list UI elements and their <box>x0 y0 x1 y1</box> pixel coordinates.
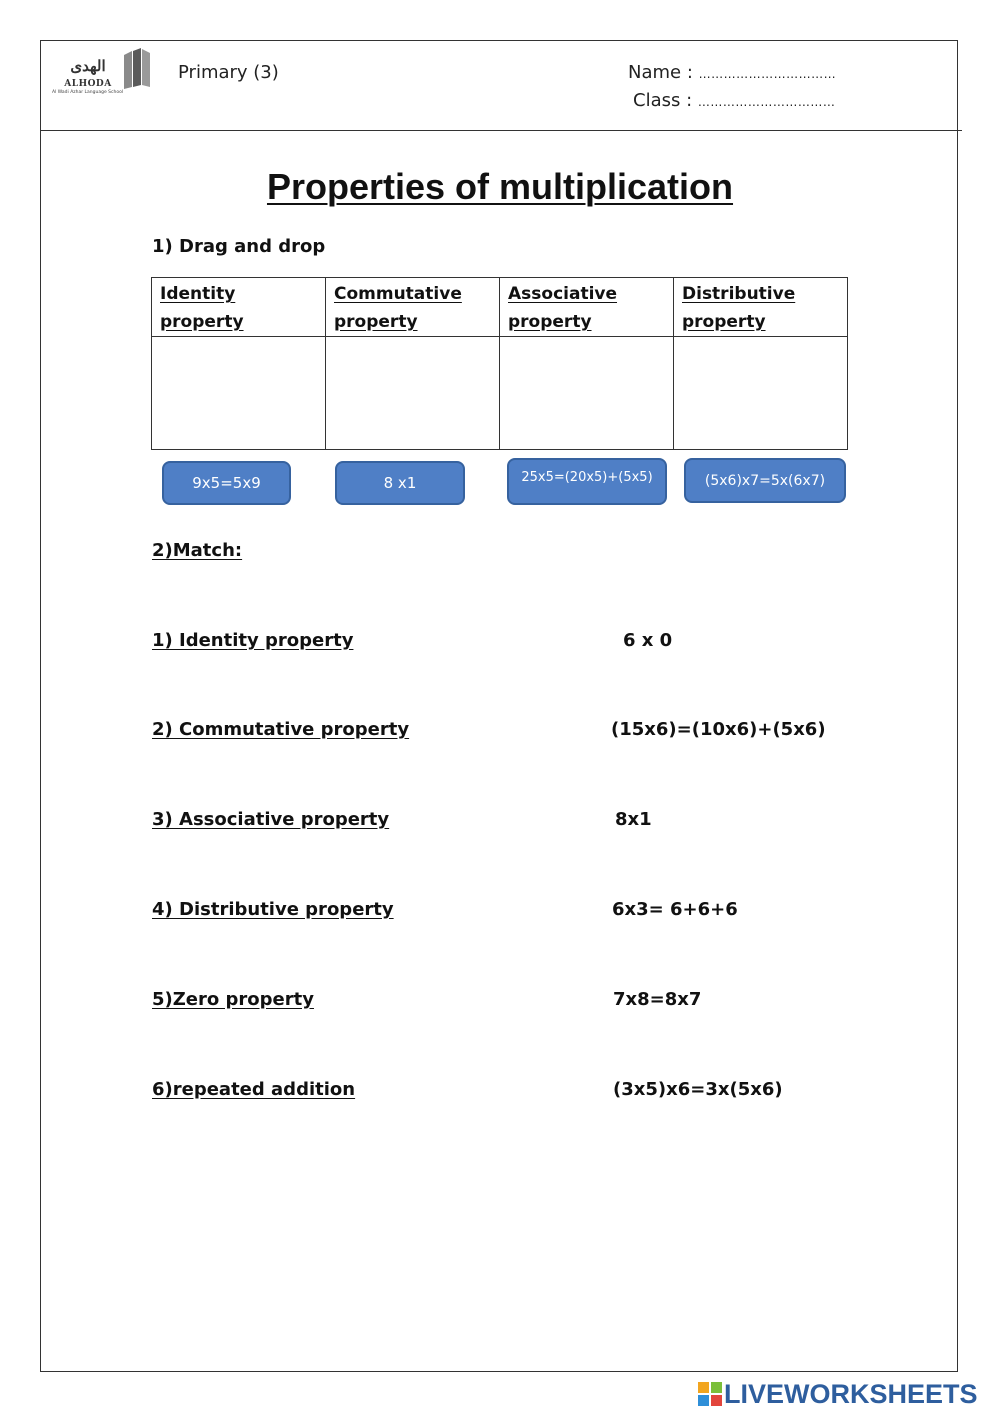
class-blank[interactable]: …………………………… <box>697 95 836 109</box>
drag-chip[interactable]: 25x5=(20x5)+(5x5) <box>507 458 667 505</box>
name-blank[interactable]: …………………………… <box>698 67 837 81</box>
drag-chip[interactable]: (5x6)x7=5x(6x7) <box>684 458 846 503</box>
match-expression[interactable]: 6x3= 6+6+6 <box>612 899 738 920</box>
name-field[interactable] <box>628 62 836 83</box>
drop-zone-associative[interactable] <box>500 337 674 450</box>
drag-chip[interactable]: 9x5=5x9 <box>162 461 291 505</box>
school-logo <box>52 47 152 99</box>
column-header-commutative: Commutative property <box>326 278 500 337</box>
match-label: 2) Commutative property <box>152 719 410 740</box>
logo-arabic-text: الهدى <box>70 57 106 75</box>
class-field[interactable] <box>633 90 835 111</box>
drag-chip[interactable]: 8 x1 <box>335 461 465 505</box>
match-label: 4) Distributive property <box>152 899 394 920</box>
match-expression[interactable]: 8x1 <box>615 809 652 830</box>
match-label: 3) Associative property <box>152 809 390 830</box>
header-divider <box>40 130 962 131</box>
brand-name: LIVEWORKSHEETS <box>724 1378 978 1409</box>
drop-zone-identity[interactable] <box>152 337 326 450</box>
section1-heading: 1) Drag and drop <box>152 236 326 257</box>
drag-drop-table <box>151 277 848 450</box>
match-expression[interactable]: 6 x 0 <box>623 630 673 651</box>
column-header-distributive: Distributive property <box>674 278 848 337</box>
books-icon <box>122 47 152 91</box>
name-label: Name : <box>628 62 693 83</box>
match-label: 1) Identity property <box>152 630 354 651</box>
match-expression[interactable]: (15x6)=(10x6)+(5x6) <box>611 719 826 740</box>
column-header-identity: Identity property <box>152 278 326 337</box>
match-expression[interactable]: (3x5)x6=3x(5x6) <box>613 1079 783 1100</box>
liveworksheets-logo-icon <box>698 1382 722 1406</box>
drop-zone-distributive[interactable] <box>674 337 848 450</box>
column-header-associative: Associative property <box>500 278 674 337</box>
liveworksheets-brand[interactable] <box>698 1378 978 1410</box>
grade-label: Primary (3) <box>178 62 279 83</box>
drop-zone-commutative[interactable] <box>326 337 500 450</box>
match-expression[interactable]: 7x8=8x7 <box>613 989 702 1010</box>
page-title: Properties of multiplication <box>266 166 734 207</box>
section2-heading: 2)Match: <box>152 540 243 561</box>
logo-name: ALHODA <box>64 79 112 89</box>
match-label: 6)repeated addition <box>152 1079 356 1100</box>
match-label: 5)Zero property <box>152 989 314 1010</box>
logo-subtitle: Al Wadi Azhar Language School <box>52 90 124 95</box>
class-label: Class : <box>633 90 693 111</box>
